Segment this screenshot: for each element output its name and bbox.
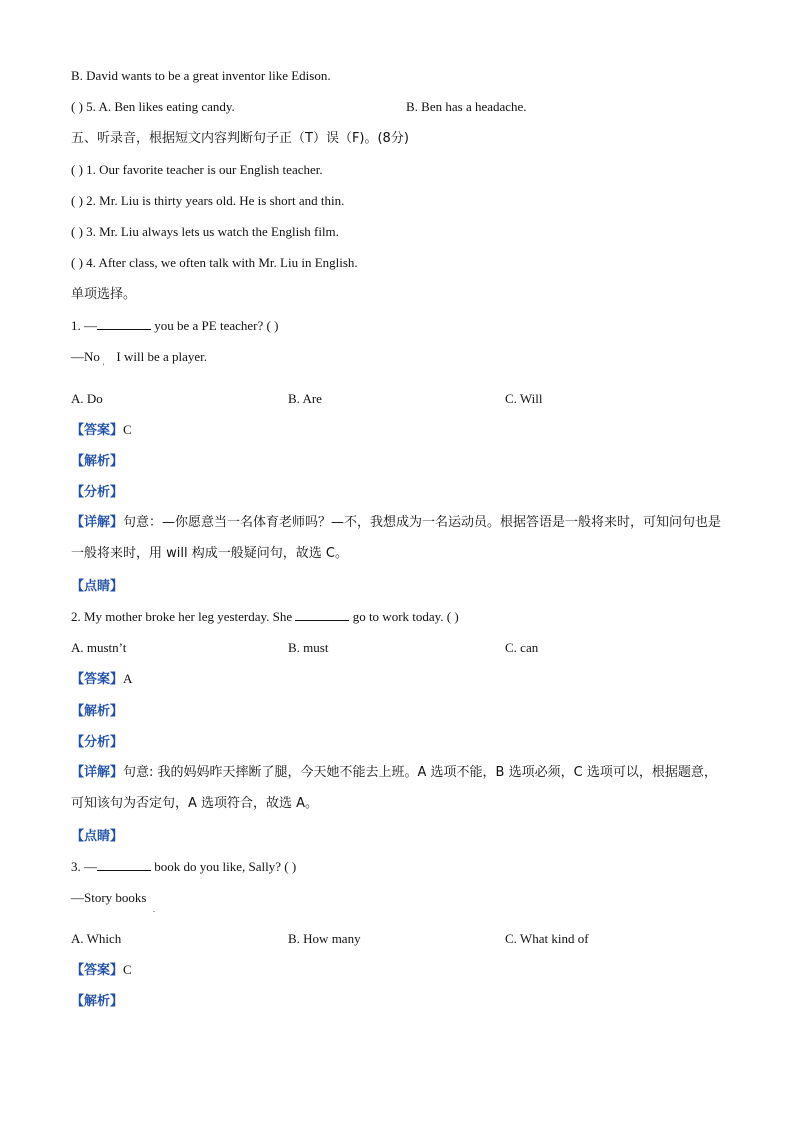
tf-item-text: 1. Our favorite teacher is our English teacher. xyxy=(86,162,323,177)
answer-value: C xyxy=(123,962,132,977)
question-1-option-c: C. Will xyxy=(505,391,543,406)
question-2-answer xyxy=(71,670,132,689)
question-2-stem xyxy=(71,608,459,626)
fenxi-tag: 【分析】 xyxy=(71,735,124,750)
stem-suffix: book do you like, Sally? ( ) xyxy=(151,859,297,874)
question-1-reply xyxy=(71,348,207,366)
single-choice-heading: 单项选择。 xyxy=(71,287,137,302)
tf-item-1 xyxy=(71,161,323,179)
answer-paren: ( ) xyxy=(71,193,83,208)
answer-paren: ( ) xyxy=(71,255,83,270)
answer-tag: 【答案】 xyxy=(71,672,124,687)
answer-paren: ( ) xyxy=(71,99,83,114)
question-1-point xyxy=(71,577,123,596)
stem-prefix: 2. My mother broke her leg yesterday. She xyxy=(71,609,293,624)
stem-prefix: 3. — xyxy=(71,859,97,874)
reply-start: —No xyxy=(71,349,100,364)
section-5-heading: 五、听录音，根据短文内容判断句子正（T）误（F)。(8分) xyxy=(71,131,409,146)
question-3-stem xyxy=(71,858,296,876)
question-1-detail xyxy=(71,507,725,569)
tf-item-2 xyxy=(71,192,344,210)
question-5-option-b: B. Ben has a headache. xyxy=(406,99,527,114)
question-2-option-c: C. can xyxy=(505,640,539,655)
tf-item-4 xyxy=(71,254,358,272)
question-5-option-a: 5. A. Ben likes eating candy. xyxy=(86,99,235,114)
question-3-option-b: B. How many xyxy=(288,931,361,946)
answer-tag: 【答案】 xyxy=(71,423,124,438)
question-3-reply: —Story books xyxy=(71,890,147,905)
question-1-analysis xyxy=(71,452,123,471)
stray-period-mark: . xyxy=(153,905,155,914)
analysis-tag: 【解析】 xyxy=(71,994,124,1009)
question-2-fenxi xyxy=(71,733,123,752)
detail-tag: 【详解】 xyxy=(71,515,124,530)
answer-paren: ( ) xyxy=(71,224,83,239)
question-2-point xyxy=(71,827,123,846)
question-1-answer xyxy=(71,421,132,440)
question-1-stem xyxy=(71,317,278,335)
tf-item-text: 4. After class, we often talk with Mr. Liu in English. xyxy=(86,255,358,270)
question-1-option-a: A. Do xyxy=(71,391,103,406)
tf-item-text: 3. Mr. Liu always lets us watch the English film. xyxy=(86,224,339,239)
answer-tag: 【答案】 xyxy=(71,963,124,978)
stem-suffix: go to work today. ( ) xyxy=(349,609,459,624)
stray-comma-mark: ' xyxy=(103,362,105,371)
answer-blank xyxy=(295,608,349,621)
question-2-option-a: A. mustn’t xyxy=(71,640,127,655)
detail-text: 句意：—你愿意当一名体育老师吗？—不，我想成为一名运动员。根据答语是一般将来时，可知问句也是一般将来时，用 will 构成一般疑问句，故选 C。 xyxy=(71,515,722,561)
question-3-option-c: C. What kind of xyxy=(505,931,589,946)
question-5-line xyxy=(71,98,235,116)
question-3-answer xyxy=(71,961,132,980)
tf-item-text: 2. Mr. Liu is thirty years old. He is short and thin. xyxy=(86,193,345,208)
answer-blank xyxy=(97,317,151,330)
question-3-analysis xyxy=(71,992,123,1011)
analysis-tag: 【解析】 xyxy=(71,454,124,469)
detail-text: 句意: 我的妈妈昨天摔断了腿，今天她不能去上班。A 选项不能，B 选项必须，C 选项可以，根据题意，可知该句为否定句，A 选项符合，故选 A。 xyxy=(71,765,717,811)
option-b-line: B. David wants to be a great inventor like Edison. xyxy=(71,68,331,83)
detail-tag: 【详解】 xyxy=(71,765,124,780)
reply-end: I will be a player. xyxy=(116,349,207,364)
tf-item-3 xyxy=(71,223,339,241)
stem-suffix: you be a PE teacher? ( ) xyxy=(151,318,279,333)
answer-paren: ( ) xyxy=(71,162,83,177)
answer-blank xyxy=(97,858,151,871)
question-1-fenxi xyxy=(71,483,123,502)
analysis-tag: 【解析】 xyxy=(71,704,124,719)
question-3-option-a: A. Which xyxy=(71,931,122,946)
answer-value: C xyxy=(123,422,132,437)
answer-value: A xyxy=(123,671,133,686)
question-1-option-b: B. Are xyxy=(288,391,322,406)
question-2-analysis xyxy=(71,702,123,721)
fenxi-tag: 【分析】 xyxy=(71,485,124,500)
point-tag: 【点睛】 xyxy=(71,579,124,594)
question-2-detail xyxy=(71,757,725,819)
question-2-option-b: B. must xyxy=(288,640,329,655)
stem-prefix: 1. — xyxy=(71,318,97,333)
point-tag: 【点睛】 xyxy=(71,829,124,844)
